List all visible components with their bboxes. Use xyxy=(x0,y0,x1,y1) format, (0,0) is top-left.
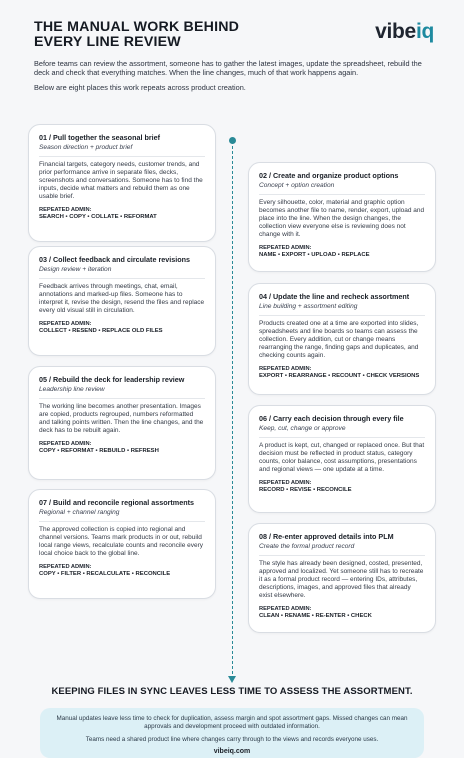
footer-heading: KEEPING FILES IN SYNC LEAVES LESS TIME TO ASSESS THE ASSORTMENT. xyxy=(51,686,413,697)
card-title: 01 / Pull together the seasonal brief xyxy=(39,133,161,142)
admin-label: REPEATED ADMIN: xyxy=(39,441,92,448)
card-subtitle: Create the formal product record xyxy=(259,543,355,550)
footer-callout xyxy=(40,708,424,758)
card-title: 08 / Re-enter approved details into PLM xyxy=(259,532,394,541)
card-body: Feedback arrives through meetings, chat, email, annotations and marked-up files. Someone has to interpret it, revise the design, resend the files and replace every old visual still in circulation. xyxy=(39,283,205,315)
page-title xyxy=(34,20,294,50)
admin-label: REPEATED ADMIN: xyxy=(259,245,312,252)
admin-label: REPEATED ADMIN: xyxy=(39,207,92,214)
step-card-08 xyxy=(248,523,436,633)
card-divider xyxy=(39,521,205,522)
card-subtitle: Design review + iteration xyxy=(39,266,112,273)
card-divider xyxy=(259,194,425,195)
card-body: Products created one at a time are exported into slides, spreadsheets and line boards so teams can assess the collection. Every addition, cut or change means rearranging the range, finding gaps and duplicates, and checking counts again. xyxy=(259,320,419,360)
card-divider xyxy=(39,278,205,279)
admin-label: REPEATED ADMIN: xyxy=(39,321,92,328)
card-body: The working line becomes another presentation. Images are copied, products regrouped, numbers reformatted and talking points written. Then the line changes, and the deck has to be rebuilt again. xyxy=(39,403,204,435)
card-body: Every silhouette, color, material and graphic option becomes another file to name, render, export, upload and place into the line. When the design changes, the collection view everyone else is reviewing does not change with it. xyxy=(259,199,425,239)
admin-tasks: NAME • EXPORT • UPLOAD • REPLACE xyxy=(259,252,370,259)
card-divider xyxy=(39,398,205,399)
timeline-line xyxy=(232,141,233,679)
admin-label: REPEATED ADMIN: xyxy=(39,564,92,571)
intro-paragraph-2: Below are eight places this work repeats across product creation. xyxy=(34,83,246,93)
title-line-2: EVERY LINE REVIEW xyxy=(34,34,181,50)
card-subtitle: Concept + option creation xyxy=(259,182,335,189)
card-subtitle: Season direction + product brief xyxy=(39,144,133,151)
admin-tasks: RECORD • REVISE • RECONCILE xyxy=(259,487,352,494)
timeline-arrow-icon xyxy=(228,676,236,683)
brand-logo xyxy=(375,20,434,44)
card-title: 06 / Carry each decision through every file xyxy=(259,414,404,423)
card-body: The style has already been designed, costed, presented, approved and localized. Yet someone still has to recreate it as a formal product record — entering IDs, attributes, descriptions, images, and approved files that already exist elsewhere. xyxy=(259,560,424,600)
logo-main: vibe xyxy=(375,20,416,43)
card-divider xyxy=(39,156,205,157)
card-body: A product is kept, cut, changed or replaced once. But that decision must be reflected in product status, category counts, color balance, cost assumptions, presentations and regional views — one update at a time. xyxy=(259,442,425,474)
title-line-1: THE MANUAL WORK BEHIND xyxy=(34,19,240,35)
card-title: 07 / Build and reconcile regional assortments xyxy=(39,498,194,507)
card-title: 04 / Update the line and recheck assortment xyxy=(259,292,410,301)
admin-tasks: CLEAN • RENAME • RE-ENTER • CHECK xyxy=(259,613,372,620)
card-subtitle: Leadership line review xyxy=(39,386,105,393)
footer-url-link[interactable]: vibeiq.com xyxy=(213,748,251,756)
admin-tasks: EXPORT • REARRANGE • RECOUNT • CHECK VERSIONS xyxy=(259,373,420,380)
footer-paragraph-1: Manual updates leave less time to check for duplication, assess margin and spot assortment gaps. Missed changes can mean approvals and development proceed with outdated information. xyxy=(56,715,408,730)
admin-tasks: COPY • FILTER • RECALCULATE • RECONCILE xyxy=(39,571,171,578)
card-divider xyxy=(259,555,425,556)
admin-tasks: SEARCH • COPY • COLLATE • REFORMAT xyxy=(39,214,157,221)
step-card-06 xyxy=(248,405,436,513)
intro xyxy=(34,59,430,93)
card-divider xyxy=(259,437,425,438)
step-card-04 xyxy=(248,283,436,395)
card-title: 05 / Rebuild the deck for leadership review xyxy=(39,375,185,384)
card-divider xyxy=(259,315,425,316)
admin-label: REPEATED ADMIN: xyxy=(259,606,312,613)
card-title: 02 / Create and organize product options xyxy=(259,171,399,180)
intro-paragraph-1: Before teams can review the assortment, someone has to gather the latest images, update the spreadsheet, rebuild the deck and check that everything matches. When the line changes, much of that work happens again. xyxy=(34,59,422,78)
card-subtitle: Line building + assortment editing xyxy=(259,303,358,310)
step-card-01 xyxy=(28,124,216,242)
step-card-05 xyxy=(28,366,216,480)
card-body: Financial targets, category needs, customer trends, and prior performance arrive in separate files, decks, screenshots and conversations. Someone has to find the inputs, decide what matters and rebuild them as one usable brief. xyxy=(39,161,203,201)
logo-accent: iq xyxy=(415,20,434,43)
header xyxy=(34,20,434,50)
card-subtitle: Regional + channel ranging xyxy=(39,509,120,516)
admin-tasks: COPY • REFORMAT • REBUILD • REFRESH xyxy=(39,448,159,455)
footer-paragraph-2: Teams need a shared product line where changes carry through to the views and records everyone uses. xyxy=(85,735,379,743)
card-body: The approved collection is copied into regional and channel versions. Teams mark products in or out, rebuild local range views, recalculate counts and reconcile every local choice back to the global line. xyxy=(39,526,204,558)
admin-label: REPEATED ADMIN: xyxy=(259,366,312,373)
card-subtitle: Keep, cut, change or approve xyxy=(259,425,346,432)
card-title: 03 / Collect feedback and circulate revisions xyxy=(39,255,191,264)
admin-label: REPEATED ADMIN: xyxy=(259,480,312,487)
step-card-03 xyxy=(28,246,216,356)
step-card-02 xyxy=(248,162,436,272)
step-card-07 xyxy=(28,489,216,599)
admin-tasks: COLLECT • RESEND • REPLACE OLD FILES xyxy=(39,328,163,335)
